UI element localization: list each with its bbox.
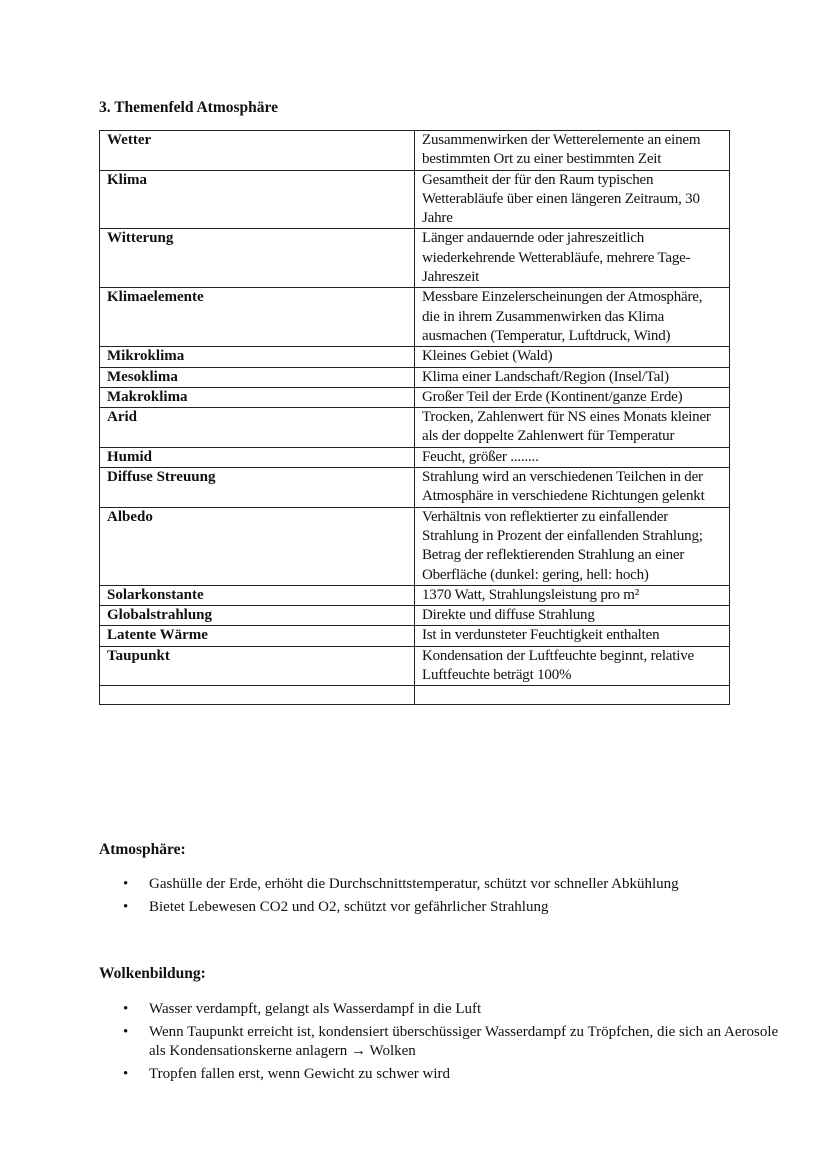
term-cell: Mesoklima bbox=[100, 367, 415, 387]
term-cell: Latente Wärme bbox=[100, 626, 415, 646]
table-row bbox=[100, 387, 730, 407]
empty-cell bbox=[100, 686, 415, 705]
term-cell: Klimaelemente bbox=[100, 288, 415, 347]
definition-cell: Trocken, Zahlenwert für NS eines Monats kleiner als der doppelte Zahlenwert für Temperatur bbox=[415, 408, 730, 448]
definition-cell: Verhältnis von reflektierter zu einfallender Strahlung in Prozent der einfallenden Strahlung; Betrag der reflektierenden Strahlung an einer Oberfläche (dunkel: gering, hell: hoch) bbox=[415, 507, 730, 585]
table-row bbox=[100, 408, 730, 448]
table-row bbox=[100, 585, 730, 605]
term-cell: Humid bbox=[100, 447, 415, 467]
list-item: • Wasser verdampft, gelangt als Wasserdampf in die Luft bbox=[149, 1000, 789, 1020]
wolkenbildung-heading: Wolkenbildung: bbox=[99, 965, 206, 982]
table-row bbox=[100, 229, 730, 288]
table-row bbox=[100, 447, 730, 467]
table-row bbox=[100, 131, 730, 171]
list-item: • Wenn Taupunkt erreicht ist, kondensiert überschüssiger Wasserdampf zu Tröpfchen, die sich an Aerosole als Kondensationskerne anlagern → Wolken bbox=[149, 1023, 789, 1062]
definition-cell: Gesamtheit der für den Raum typischen Wetterabläufe über einen längeren Zeitraum, 30 Jahre bbox=[415, 170, 730, 229]
definition-cell: Direkte und diffuse Strahlung bbox=[415, 606, 730, 626]
wolkenbildung-list bbox=[99, 1000, 789, 1087]
table-row bbox=[100, 347, 730, 367]
definition-cell: 1370 Watt, Strahlungsleistung pro m² bbox=[415, 585, 730, 605]
definition-cell: Klima einer Landschaft/Region (Insel/Tal) bbox=[415, 367, 730, 387]
table-row bbox=[100, 468, 730, 508]
definitions-table bbox=[99, 130, 730, 705]
definition-cell: Länger andauernde oder jahreszeitlich wiederkehrende Wetterabläufe, mehrere Tage-Jahreszeit bbox=[415, 229, 730, 288]
table-row bbox=[100, 288, 730, 347]
table-row bbox=[100, 367, 730, 387]
table-row bbox=[100, 606, 730, 626]
term-cell: Diffuse Streuung bbox=[100, 468, 415, 508]
definition-cell: Kondensation der Luftfeuchte beginnt, relative Luftfeuchte beträgt 100% bbox=[415, 646, 730, 686]
list-item: • Gashülle der Erde, erhöht die Durchschnittstemperatur, schützt vor schneller Abkühlung bbox=[149, 875, 789, 895]
definition-cell: Großer Teil der Erde (Kontinent/ganze Erde) bbox=[415, 387, 730, 407]
table-row bbox=[100, 646, 730, 686]
definition-cell: Feucht, größer ........ bbox=[415, 447, 730, 467]
term-cell: Taupunkt bbox=[100, 646, 415, 686]
term-cell: Wetter bbox=[100, 131, 415, 171]
atmosphaere-heading: Atmosphäre: bbox=[99, 841, 186, 858]
definition-cell: Messbare Einzelerscheinungen der Atmosphäre, die in ihrem Zusammenwirken das Klima ausmachen (Temperatur, Luftdruck, Wind) bbox=[415, 288, 730, 347]
atmosphaere-list bbox=[99, 875, 789, 920]
empty-cell bbox=[415, 686, 730, 705]
list-item: • Tropfen fallen erst, wenn Gewicht zu schwer wird bbox=[149, 1065, 789, 1085]
term-cell: Solarkonstante bbox=[100, 585, 415, 605]
table-row bbox=[100, 507, 730, 585]
term-cell: Klima bbox=[100, 170, 415, 229]
section-title: 3. Themenfeld Atmosphäre bbox=[99, 99, 278, 116]
term-cell: Globalstrahlung bbox=[100, 606, 415, 626]
definition-cell: Kleines Gebiet (Wald) bbox=[415, 347, 730, 367]
list-item: • Bietet Lebewesen CO2 und O2, schützt vor gefährlicher Strahlung bbox=[149, 898, 789, 918]
term-cell: Arid bbox=[100, 408, 415, 448]
definition-cell: Zusammenwirken der Wetterelemente an einem bestimmten Ort zu einer bestimmten Zeit bbox=[415, 131, 730, 171]
table-row bbox=[100, 170, 730, 229]
definition-cell: Ist in verdunsteter Feuchtigkeit enthalten bbox=[415, 626, 730, 646]
term-cell: Mikroklima bbox=[100, 347, 415, 367]
term-cell: Albedo bbox=[100, 507, 415, 585]
definition-cell: Strahlung wird an verschiedenen Teilchen in der Atmosphäre in verschiedene Richtungen gelenkt bbox=[415, 468, 730, 508]
table-row bbox=[100, 626, 730, 646]
empty-row bbox=[100, 686, 730, 705]
term-cell: Witterung bbox=[100, 229, 415, 288]
term-cell: Makroklima bbox=[100, 387, 415, 407]
